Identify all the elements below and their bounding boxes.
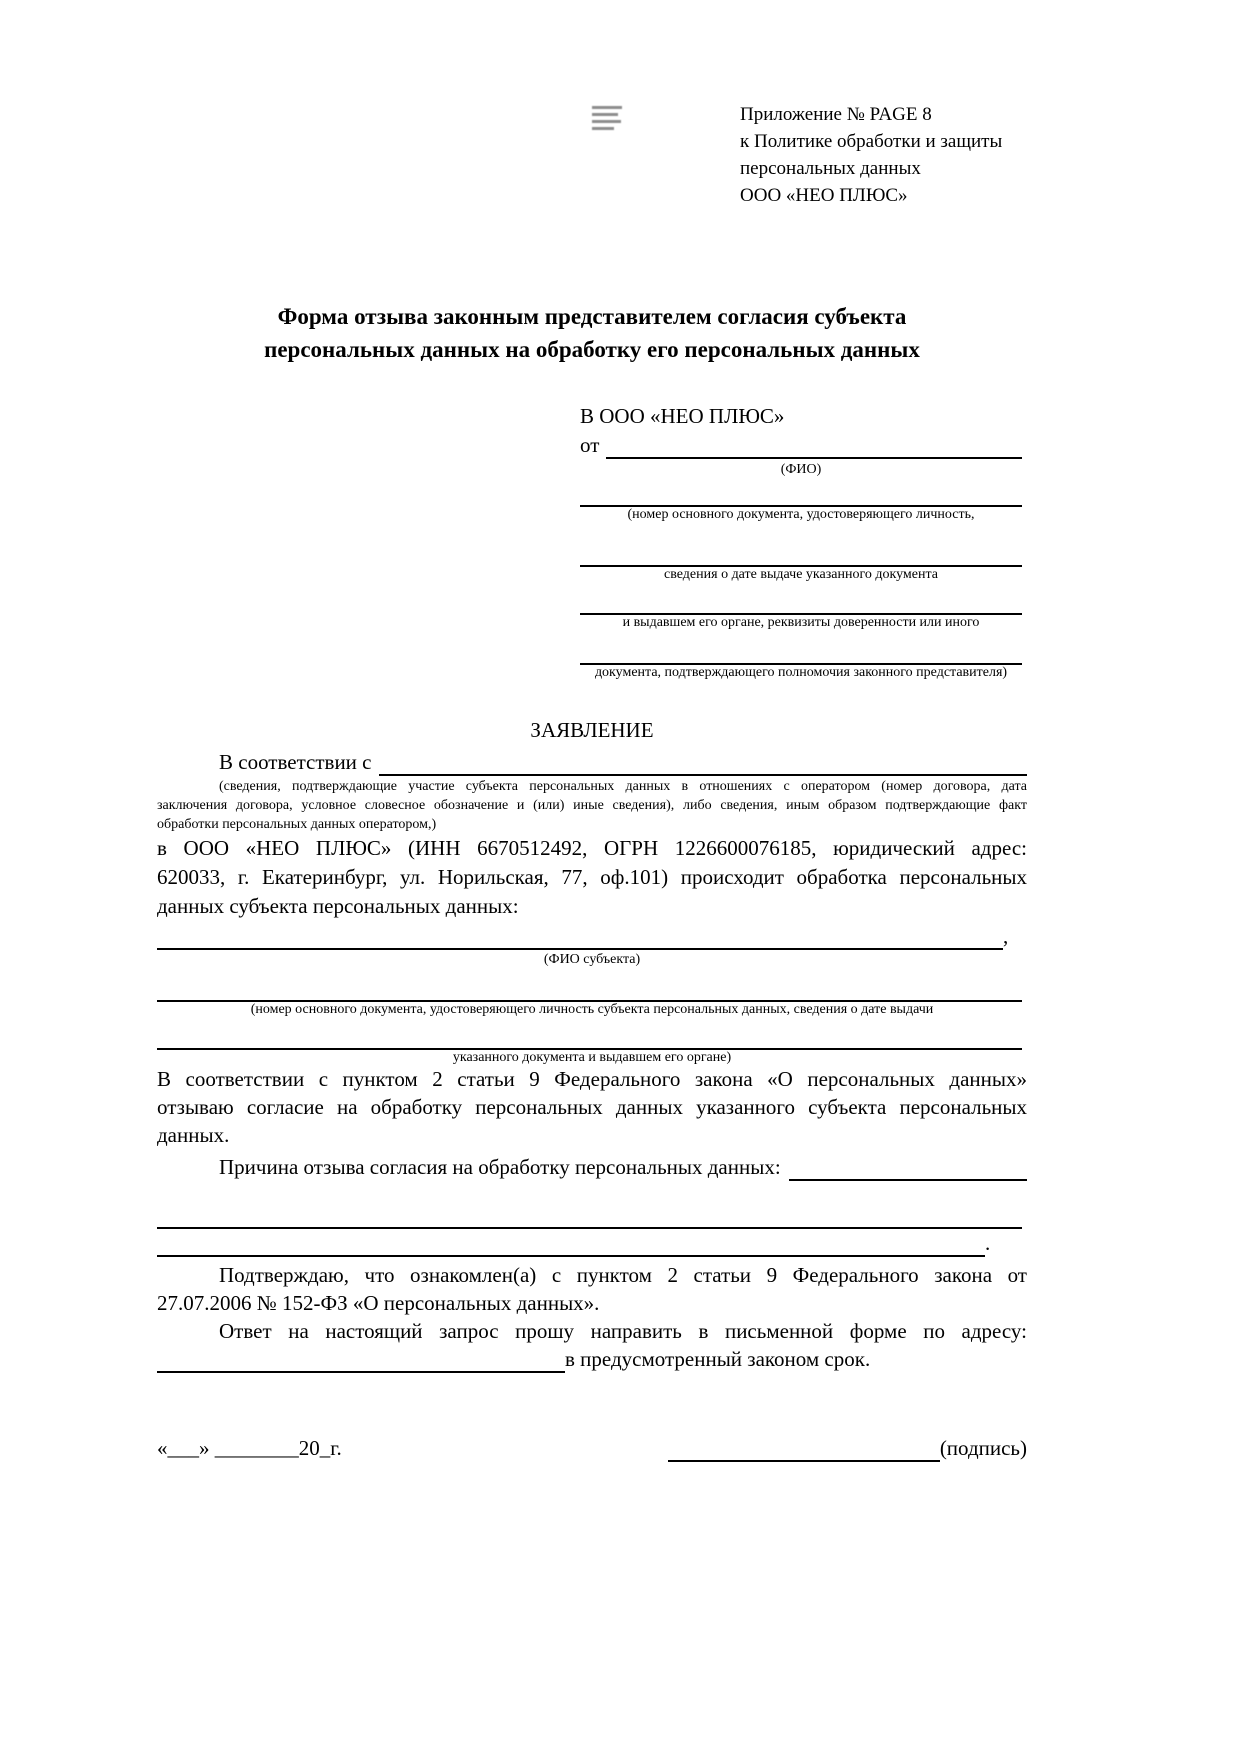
blank-field-line xyxy=(580,635,1022,665)
fine-print-line: обработки персональных данных оператором,) xyxy=(157,817,437,832)
reply-line-end: в предусмотренный законом срок. xyxy=(565,1347,871,1371)
blurred-text-icon xyxy=(592,106,622,130)
appendix-header xyxy=(740,101,1060,209)
field-caption-representative-doc: документа, подтверждающего полномочия законного представителя) xyxy=(594,665,1008,680)
signature-caption: (подпись) xyxy=(939,1436,1027,1460)
trailing-period: . xyxy=(985,1231,991,1255)
withdrawal-paragraph-line: отзываю согласие на обработку персональных данных указанного субъекта персональных xyxy=(157,1095,1027,1119)
reason-blank-continued xyxy=(157,1229,1027,1257)
field-caption-subject-fio: (ФИО субъекта) xyxy=(543,952,641,967)
appendix-header-line: персональных данных xyxy=(740,158,921,179)
withdrawal-paragraph-line: В соответствии с пунктом 2 статьи 9 Федерального закона «О персональных данных» xyxy=(157,1067,1027,1091)
addressee-organization: В ООО «НЕО ПЛЮС» xyxy=(580,404,785,428)
operator-paragraph xyxy=(157,834,1027,921)
withdrawal-paragraph xyxy=(157,1065,1027,1149)
document-title xyxy=(157,300,1027,366)
basis-label: В соответствии с xyxy=(219,750,372,774)
field-caption-subject-doc2: указанного документа и выдавшем его органе) xyxy=(452,1050,732,1065)
blank-field-line xyxy=(157,1020,1022,1050)
statement-heading: ЗАЯВЛЕНИЕ xyxy=(530,718,654,742)
addressee-block xyxy=(580,402,1022,430)
signature-blank-line xyxy=(668,1432,940,1462)
confirmation-paragraph xyxy=(157,1261,1027,1373)
blank-field-line xyxy=(157,1343,565,1373)
reason-label: Причина отзыва согласия на обработку персональных данных: xyxy=(219,1155,781,1179)
reason-field xyxy=(157,1152,1027,1181)
subject-fio-field xyxy=(157,922,1027,950)
fine-print xyxy=(157,777,1027,834)
reply-line: Ответ на настоящий запрос прошу направить в письменной форме по адресу: xyxy=(219,1319,1027,1343)
document-title-line1: Форма отзыва законным представителем согласия субъекта xyxy=(277,304,907,329)
basis-blank-line xyxy=(379,774,1028,776)
blank-field-line xyxy=(157,972,1022,1002)
reply-address-field xyxy=(157,1345,1027,1373)
blank-field-line xyxy=(580,585,1022,615)
blank-field-line xyxy=(157,920,1003,950)
confirmation-line: Подтверждаю, что ознакомлен(а) с пунктом 2 статьи 9 Федерального закона от xyxy=(219,1263,1027,1287)
field-caption-issue-date: сведения о дате выдаче указанного документа xyxy=(664,567,938,582)
blank-field-line xyxy=(157,1227,985,1257)
field-caption-authority: и выдавшем его органе, реквизиты доверенности или иного xyxy=(622,615,980,630)
reason-blank-line xyxy=(789,1179,1027,1181)
fine-print-line: (сведения, подтверждающие участие субъекта персональных данных в отношениях с оператором (номер договора, дата xyxy=(219,779,1027,794)
appendix-header-line: ООО «НЕО ПЛЮС» xyxy=(740,185,908,206)
field-caption-subject-doc1: (номер основного документа, удостоверяющего личность субъекта персональных данных, сведения о дате выдачи xyxy=(250,1002,934,1017)
document-title-line2: персональных данных на обработку его персональных данных xyxy=(264,337,920,362)
blank-field-line xyxy=(157,1199,1022,1229)
fine-print-line: заключения договора, условное словесное обозначение и (или) иные сведения), либо сведения, иным образом подтверждающие факт xyxy=(157,798,1027,813)
blank-field-line xyxy=(580,537,1022,567)
field-caption-fio: (ФИО) xyxy=(780,462,822,477)
appendix-header-line: Приложение № PAGE 8 xyxy=(740,104,932,125)
footer-row xyxy=(157,1434,1027,1462)
trailing-comma: , xyxy=(1003,924,1009,948)
signature-field xyxy=(668,1434,1027,1462)
appendix-header-line: к Политике обработки и защиты xyxy=(740,131,1003,152)
field-caption-doc-number: (номер основного документа, удостоверяющего личность, xyxy=(627,507,975,522)
basis-field xyxy=(157,747,1027,776)
from-blank-line xyxy=(606,457,1022,459)
date-blank: «___» ________20_г. xyxy=(157,1436,342,1460)
operator-paragraph-line: данных субъекта персональных данных: xyxy=(157,894,519,918)
operator-paragraph-line: 620033, г. Екатеринбург, ул. Норильская, 77, оф.101) происходит обработка персональных xyxy=(157,865,1027,889)
confirmation-line: 27.07.2006 № 152-ФЗ «О персональных данных». xyxy=(157,1291,600,1315)
blank-field-line xyxy=(580,477,1022,507)
from-field xyxy=(580,431,1022,459)
withdrawal-paragraph-line: данных. xyxy=(157,1123,230,1147)
operator-paragraph-line: в ООО «НЕО ПЛЮС» (ИНН 6670512492, ОГРН 1226600076185, юридический адрес: xyxy=(157,836,1027,860)
from-label: от xyxy=(580,433,600,457)
